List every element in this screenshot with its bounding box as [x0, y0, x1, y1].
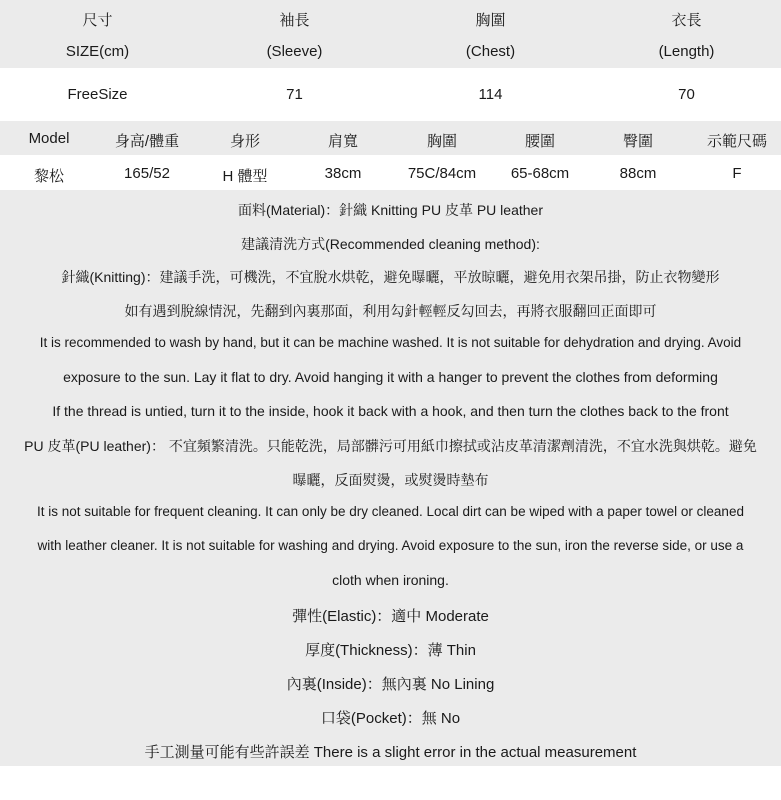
waist-value: 65-68cm	[510, 165, 570, 182]
sleeve-header-en: (Sleeve)	[266, 43, 323, 60]
pocket-line: 口袋(Pocket)：無 No	[320, 710, 461, 727]
knitting-care-en-2: exposure to the sun. Lay it flat to dry. Avoid hanging it with a hanger to prevent the clothes from deforming	[63, 369, 718, 385]
size-value: FreeSize	[67, 86, 128, 103]
pu-care-en-1: It is not suitable for frequent cleaning. It can only be dry cleaned. Local dirt can be wiped with a paper towel or cleaned	[37, 504, 744, 519]
knitting-care-zh-2: 如有遇到脫線情況，先翻到內裏那面，利用勾針輕輕反勾回去，再將衣服翻回正面即可	[124, 303, 657, 319]
sleeve-value: 71	[286, 86, 303, 103]
elastic-line: 彈性(Elastic)：適中 Moderate	[292, 608, 489, 625]
pu-care-en-2: with leather cleaner. It is not suitable for washing and drying. Avoid exposure to the sun, iron the reverse side, or use a	[37, 538, 744, 553]
pu-care-zh-2: 曝曬，反面熨燙，或熨燙時墊布	[292, 472, 489, 488]
knitting-care-en-3: If the thread is untied, turn it to the inside, hook it back with a hook, and then turn the clothes back to the front	[52, 403, 729, 419]
chest-header: 胸圍	[426, 133, 457, 150]
material-line: 面料(Material)：針織 Knitting PU 皮革 PU leather	[238, 202, 543, 218]
model-header: Model	[28, 130, 70, 147]
thickness-line: 厚度(Thickness)：薄 Thin	[305, 642, 476, 659]
size-header-zh: 尺寸	[82, 12, 113, 29]
body-type-value: H 體型	[222, 168, 268, 185]
chest-header-zh: 胸圍	[475, 12, 506, 29]
cleaning-title: 建議清洗方式(Recommended cleaning method):	[241, 236, 540, 252]
knitting-care-en-1: It is recommended to wash by hand, but it can be machine washed. It is not suitable for dehydration and drying. Avoid	[39, 335, 742, 350]
size-header-en: SIZE(cm)	[65, 43, 130, 60]
sample-size-value: F	[732, 165, 742, 182]
hip-value: 88cm	[619, 165, 657, 182]
length-value: 70	[678, 86, 695, 103]
model-name: 黎松	[33, 168, 64, 185]
hip-header: 臀圍	[622, 133, 653, 150]
sample-size-header: 示範尺碼	[706, 133, 767, 150]
knitting-care-zh-1: 針織(Knitting)：建議手洗，可機洗，不宜脫水烘乾，避免曝曬，平放晾曬，避免用衣架吊掛，防止衣物變形	[61, 269, 720, 285]
chest-header-en: (Chest)	[465, 43, 516, 60]
height-weight-value: 165/52	[124, 165, 170, 182]
chest-value: 75C/84cm	[407, 165, 477, 182]
shoulder-header: 肩寬	[327, 133, 358, 150]
length-header-zh: 衣長	[671, 12, 702, 29]
height-weight-header: 身高/體重	[114, 133, 180, 150]
shoulder-value: 38cm	[324, 165, 362, 182]
pu-care-en-3: cloth when ironing.	[332, 572, 449, 588]
chest-value: 114	[478, 86, 503, 103]
sleeve-header-zh: 袖長	[279, 12, 310, 29]
lining-line: 內裏(Inside)：無內裏 No Lining	[286, 676, 495, 693]
length-header-en: (Length)	[658, 43, 715, 60]
measurement-note: 手工測量可能有些許誤差 There is a slight error in the actual measurement	[144, 744, 637, 761]
waist-header: 腰圍	[524, 133, 555, 150]
body-type-header: 身形	[229, 133, 260, 150]
pu-care-zh-1: PU 皮革(PU leather)： 不宜頻繁清洗。只能乾洗，局部髒污可用紙巾擦拭或沾皮革清潔劑清洗，不宜水洗與烘乾。避免	[24, 438, 757, 454]
